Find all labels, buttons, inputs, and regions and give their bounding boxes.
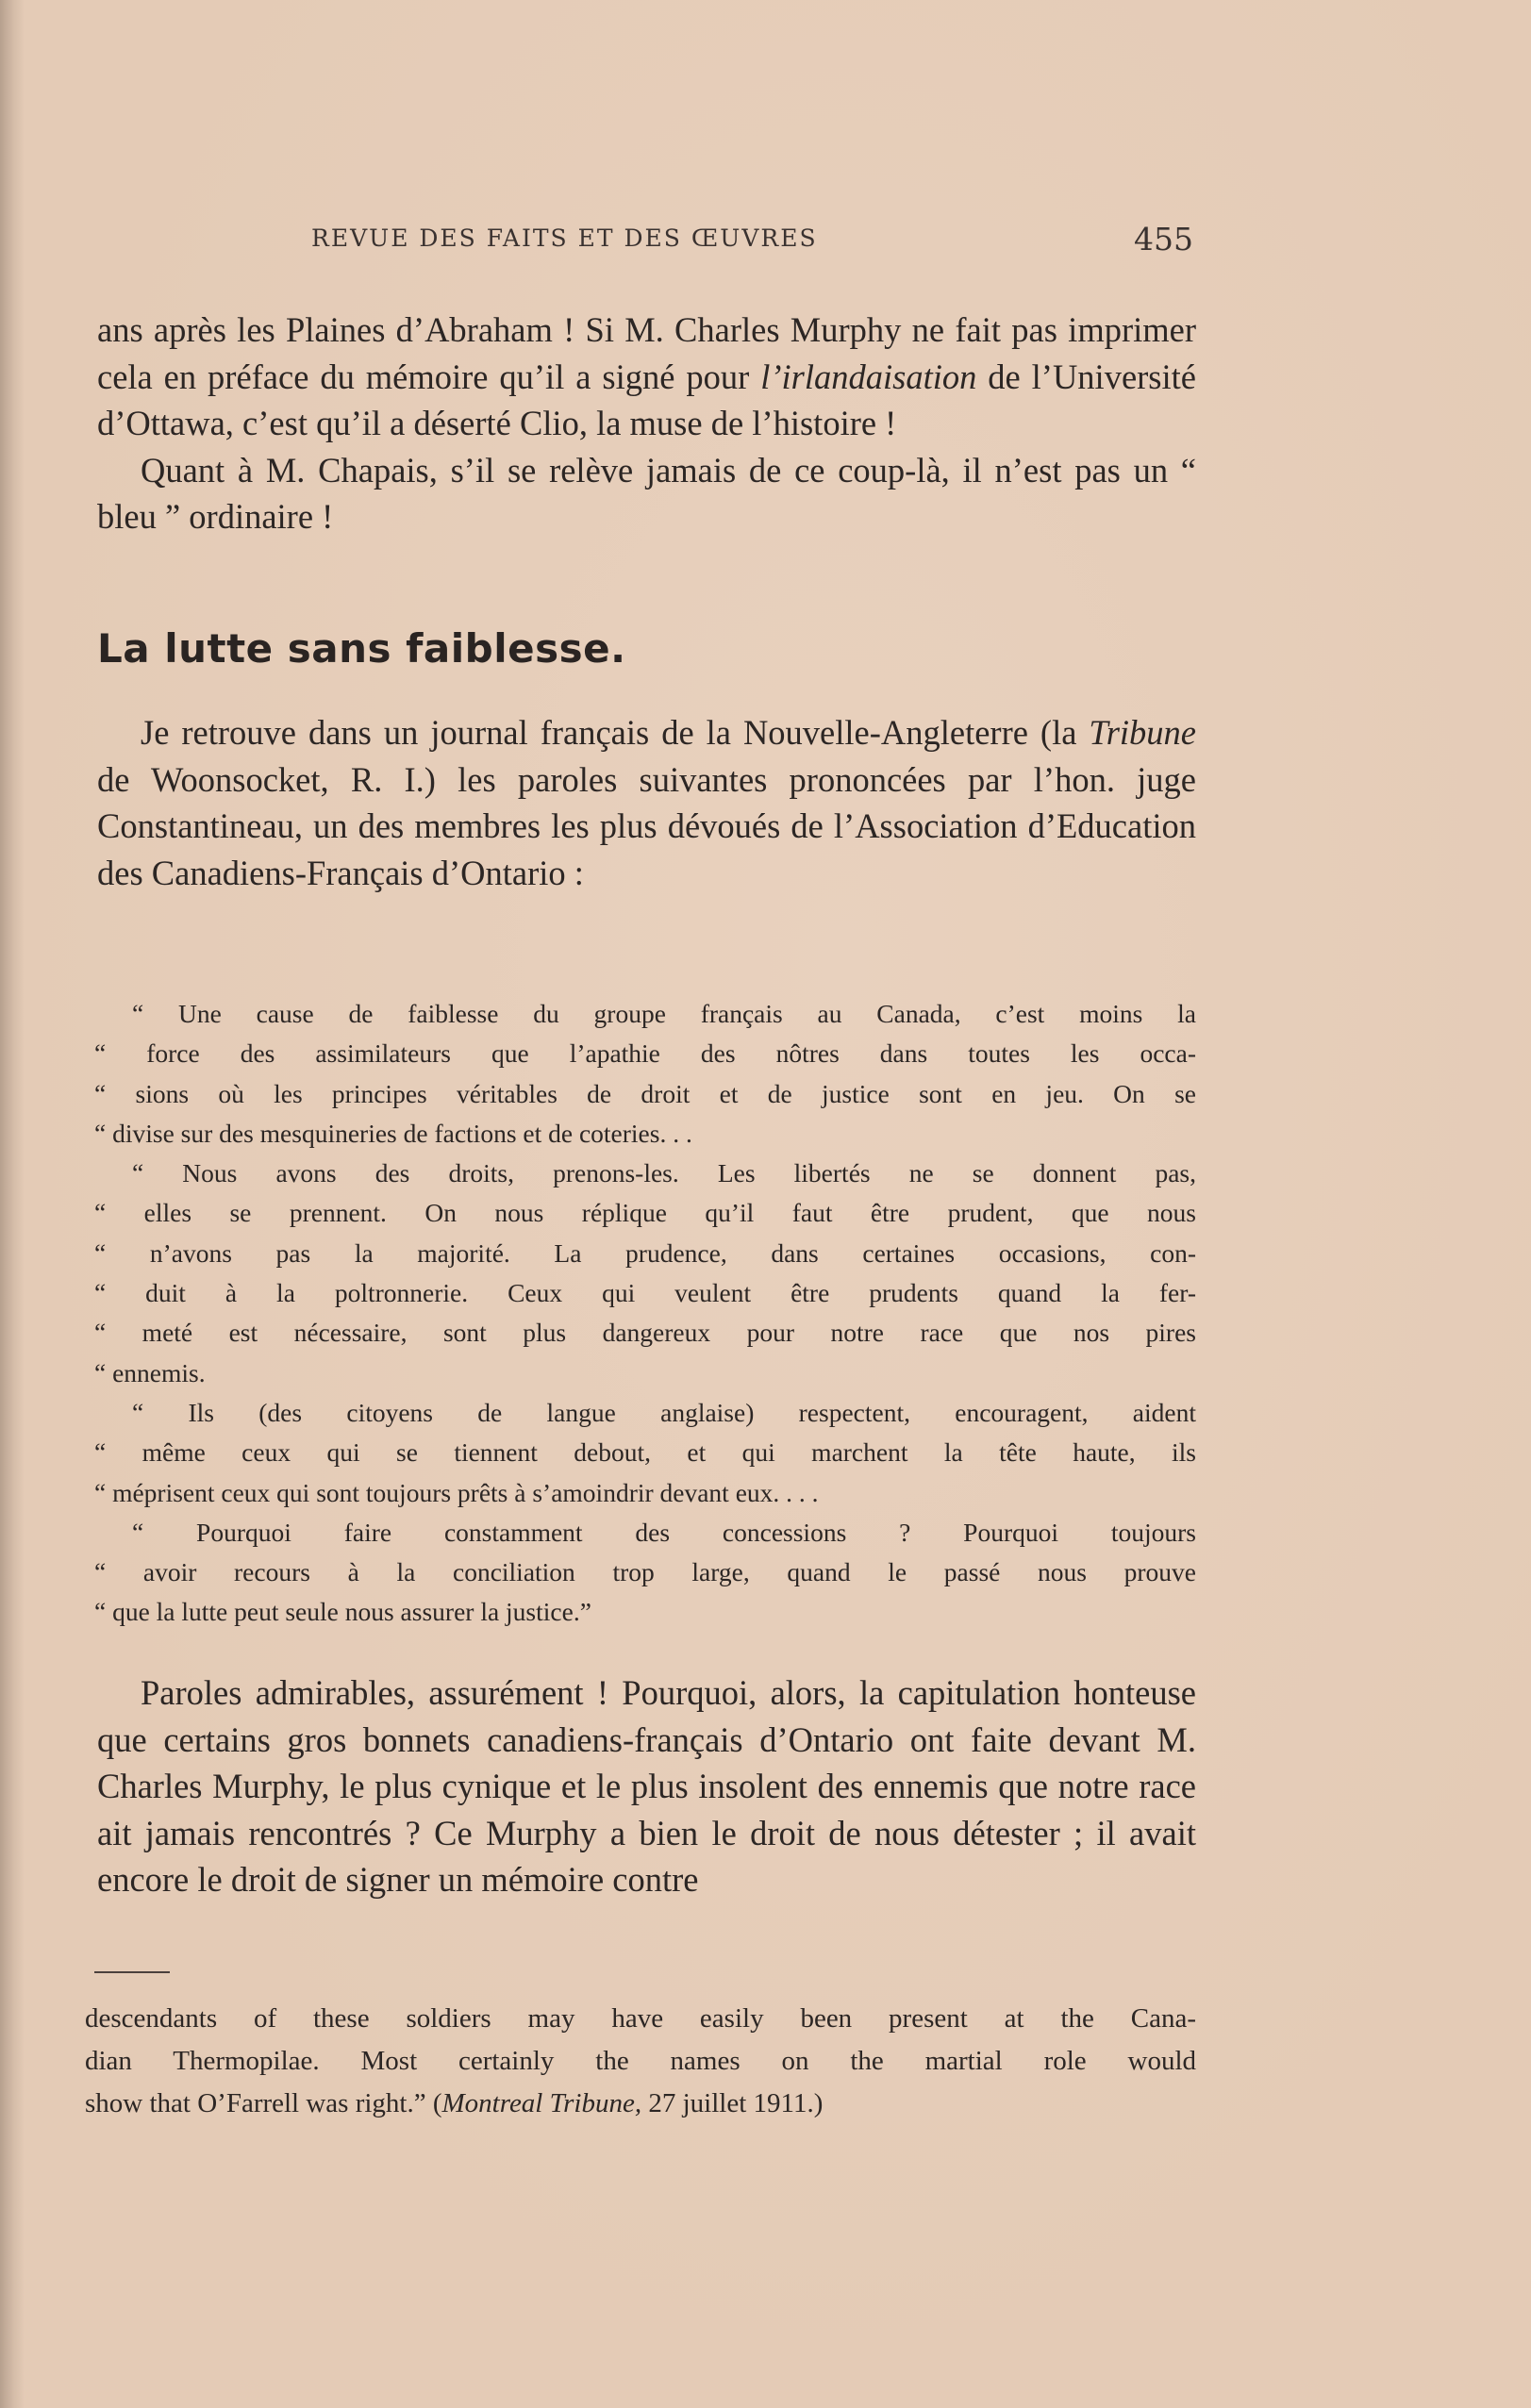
footnote-line: descendants of these soldiers may have easily been present at the Cana-	[85, 2003, 1196, 2034]
section-heading: La lutte sans faiblesse.	[97, 625, 626, 672]
quote-line: “ n’avons pas la majorité. La prudence, dans certaines occasions, con-	[94, 1237, 1196, 1268]
paragraph-text: Je retrouve dans un journal français de la Nouvelle-Angleterre (la	[141, 713, 1090, 752]
running-head	[311, 221, 1193, 262]
paragraph-text: ans après les Plaines d’Abraham ! Si M. Charles Murphy ne fait pas imprimer cela en préface du mémoire qu’il a signé pour	[97, 310, 1196, 396]
quote-line: “ meté est nécessaire, sont plus dangereux pour notre race que nos pires	[94, 1318, 1196, 1348]
footnote-line: dian Thermopilae. Most certainly the names on the martial role would	[85, 2046, 1196, 2076]
paragraph-murphy	[97, 307, 1196, 447]
footnote-text: 27 juillet 1911.)	[641, 2088, 824, 2118]
quote-line: “ ennemis.	[94, 1357, 206, 1387]
paragraph-text: de Woonsocket, R. I.) les paroles suivantes prononcées par l’hon. juge Constantineau, un des membres les plus dévoués de l’Association d’Education des Canadiens-Français d’Ontario :	[97, 759, 1196, 892]
closing-paragraph-block	[97, 1669, 1196, 1903]
italic-title: Tribune	[1089, 713, 1196, 752]
page-spine-shadow	[0, 0, 25, 2408]
italic-term: l’irlandaisation	[760, 357, 977, 396]
quote-line: “ sions où les principes véritables de droit et de justice sont en jeu. On se	[94, 1078, 1196, 1108]
quote-line: “ que la lutte peut seule nous assurer la justice.”	[94, 1597, 591, 1627]
opening-paragraphs	[97, 307, 1196, 540]
footnote	[85, 1998, 1196, 2125]
quote-line: “ duit à la poltronnerie. Ceux qui veulent être prudents quand la fer-	[94, 1278, 1196, 1308]
paragraph-paroles-admirables: Paroles admirables, assurément ! Pourquoi, alors, la capitulation honteuse que certains gros bonnets canadiens-français d’Ontario ont faite devant M. Charles Murphy, le plus cynique et le plus insolent des ennemis que notre race ait jamais rencontrés ? Ce Murphy a bien le droit de nous détester ; il avait encore le droit de signer un mémoire contre	[97, 1673, 1196, 1899]
footnote-source-title: Montreal Tribune,	[441, 2088, 642, 2118]
quote-line: “ force des assimilateurs que l’apathie des nôtres dans toutes les occa-	[94, 1038, 1196, 1069]
footnote-line	[85, 2083, 1196, 2125]
paragraph-text: de l’Université d’Ottawa, c’est qu’il a déserté Clio, la muse de l’histoire !	[97, 357, 1196, 442]
intro-paragraph-block	[97, 709, 1196, 896]
footnote-text: show that O’Farrell was right.” (	[85, 2088, 442, 2118]
paragraph-chapais: Quant à M. Chapais, s’il se relève jamais de ce coup-là, il n’est pas un “ bleu ” ordinaire !	[97, 450, 1196, 536]
quote-line: “ méprisent ceux qui sont toujours prêts à s’amoindrir devant eux. . . .	[94, 1477, 819, 1507]
block-quotation	[94, 994, 1196, 1633]
quote-line: “ Ils (des citoyens de langue anglaise) respectent, encouragent, aident	[132, 1397, 1196, 1427]
footnote-rule	[94, 1971, 170, 1973]
page-number: 455	[1134, 221, 1193, 257]
paragraph-constantineau	[97, 709, 1196, 896]
running-title: REVUE DES FAITS ET DES ŒUVRES	[311, 224, 818, 252]
quote-line: “ divise sur des mesquineries de factions et de coteries. . .	[94, 1118, 692, 1148]
quote-line: “ elles se prennent. On nous réplique qu’il faut être prudent, que nous	[94, 1198, 1196, 1228]
quote-line: “ Une cause de faiblesse du groupe français au Canada, c’est moins la	[132, 999, 1196, 1028]
quote-line: “ avoir recours à la conciliation trop large, quand le passé nous prouve	[94, 1557, 1196, 1587]
quote-line: “ même ceux qui se tiennent debout, et qui marchent la tête haute, ils	[94, 1437, 1196, 1468]
quote-line: “ Nous avons des droits, prenons-les. Les libertés ne se donnent pas,	[132, 1158, 1196, 1188]
quote-line: “ Pourquoi faire constamment des concessions ? Pourquoi toujours	[132, 1517, 1196, 1547]
